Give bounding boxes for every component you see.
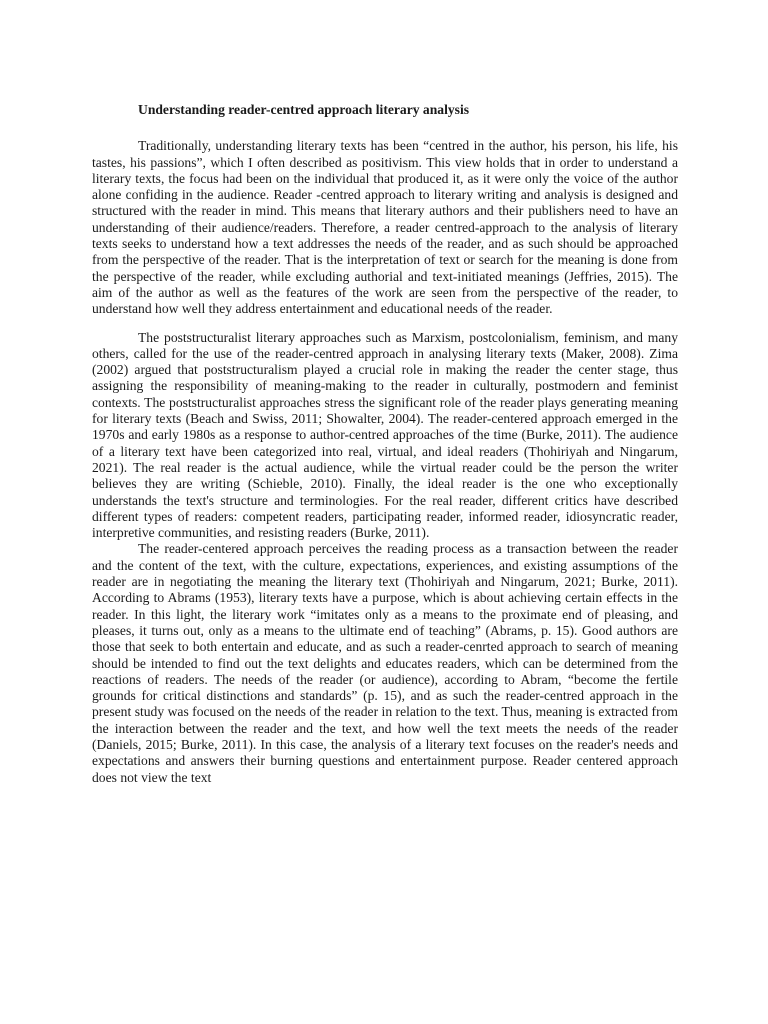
paragraph-1: Traditionally, understanding literary texts has been “centred in the author, his person, his life, his tastes, his passions”, which I often described as positivism. This view holds that in order to understand a literary texts, the focus had been on the individual that produced it, as it were only the voice of the author alone confiding in the audience. Reader -centred approach to literary writing and analysis is designed and structured with the reader in mind. This means that literary authors and their publishers need to have an understanding of their audience/readers. Therefore, a reader centred-approach to the analysis of literary texts seeks to understand how a text addresses the needs of the reader, and as such should be approached from the perspective of the reader. That is the interpretation of text or search for the meaning is done from the perspective of the reader, while excluding authorial and text-initiated meanings (Jeffries, 2015). The aim of the author as well as the features of the work are seen from the perspective of the reader, to understand how well they address entertainment and educational needs of the reader. [92, 138, 678, 317]
document-title: Understanding reader-centred approach literary analysis [138, 102, 470, 117]
paragraph-2: The poststructuralist literary approaches such as Marxism, postcolonialism, feminism, and many others, called for the use of the reader-centred approach in analysing literary texts (Maker, 2008). Zima (2002) argued that poststructuralism played a crucial role in making the reader the center stage, thus assigning the responsibility of meaning-making to the reader in culturally, postmodern and feminist contexts. The poststructuralist approaches stress the significant role of the reader plays generating meaning for literary texts (Beach and Swiss, 2011; Showalter, 2004). The reader-centered approach emerged in the 1970s and early 1980s as a response to author-centred approaches of the time (Burke, 2011). The audience of a literary text have been categorized into real, virtual, and ideal readers (Thohiriyah and Ningarum, 2021). The real reader is the actual audience, while the virtual reader could be the person the writer believes they are writing (Schieble, 2010). Finally, the ideal reader is the one who exceptionally understands the text's structure and terminologies. For the real reader, different critics have described different types of readers: competent readers, participating reader, informed reader, idiosyncratic reader, interpretive communities, and resisting readers (Burke, 2011). [92, 329, 678, 541]
document-body [92, 102, 678, 786]
paragraph-3: The reader-centered approach perceives the reading process as a transaction between the reader and the content of the text, with the culture, expectations, experiences, and existing assumptions of the reader are in negotiating the meaning the literary text (Thohiriyah and Ningarum, 2021; Burke, 2011). According to Abrams (1953), literary texts have a purpose, which is about achieving certain effects in the reader. In this light, the literary work “imitates only as a means to the proximate end of pleasing, and pleases, it turns out, only as a means to the ultimate end of teaching” (Abrams, p. 15). Good authors are those that seek to both entertain and educate, and as such a reader-cenrted approach to search of meaning should be intended to find out the text delights and educates readers, which can be determined from the reactions of readers. The needs of the reader (or audience), according to Abram, “become the fertile grounds for critical distinctions and standards” (p. 15), and as such the reader-centred approach in the present study was focused on the needs of the reader in relation to the text. Thus, meaning is extracted from the interaction between the reader and the text, and how well the text meets the needs of the reader (Daniels, 2015; Burke, 2011). In this case, the analysis of a literary text focuses on the reader's needs and expectations and answers their burning questions and entertainment purpose. Reader centered approach does not view the text [92, 541, 678, 785]
